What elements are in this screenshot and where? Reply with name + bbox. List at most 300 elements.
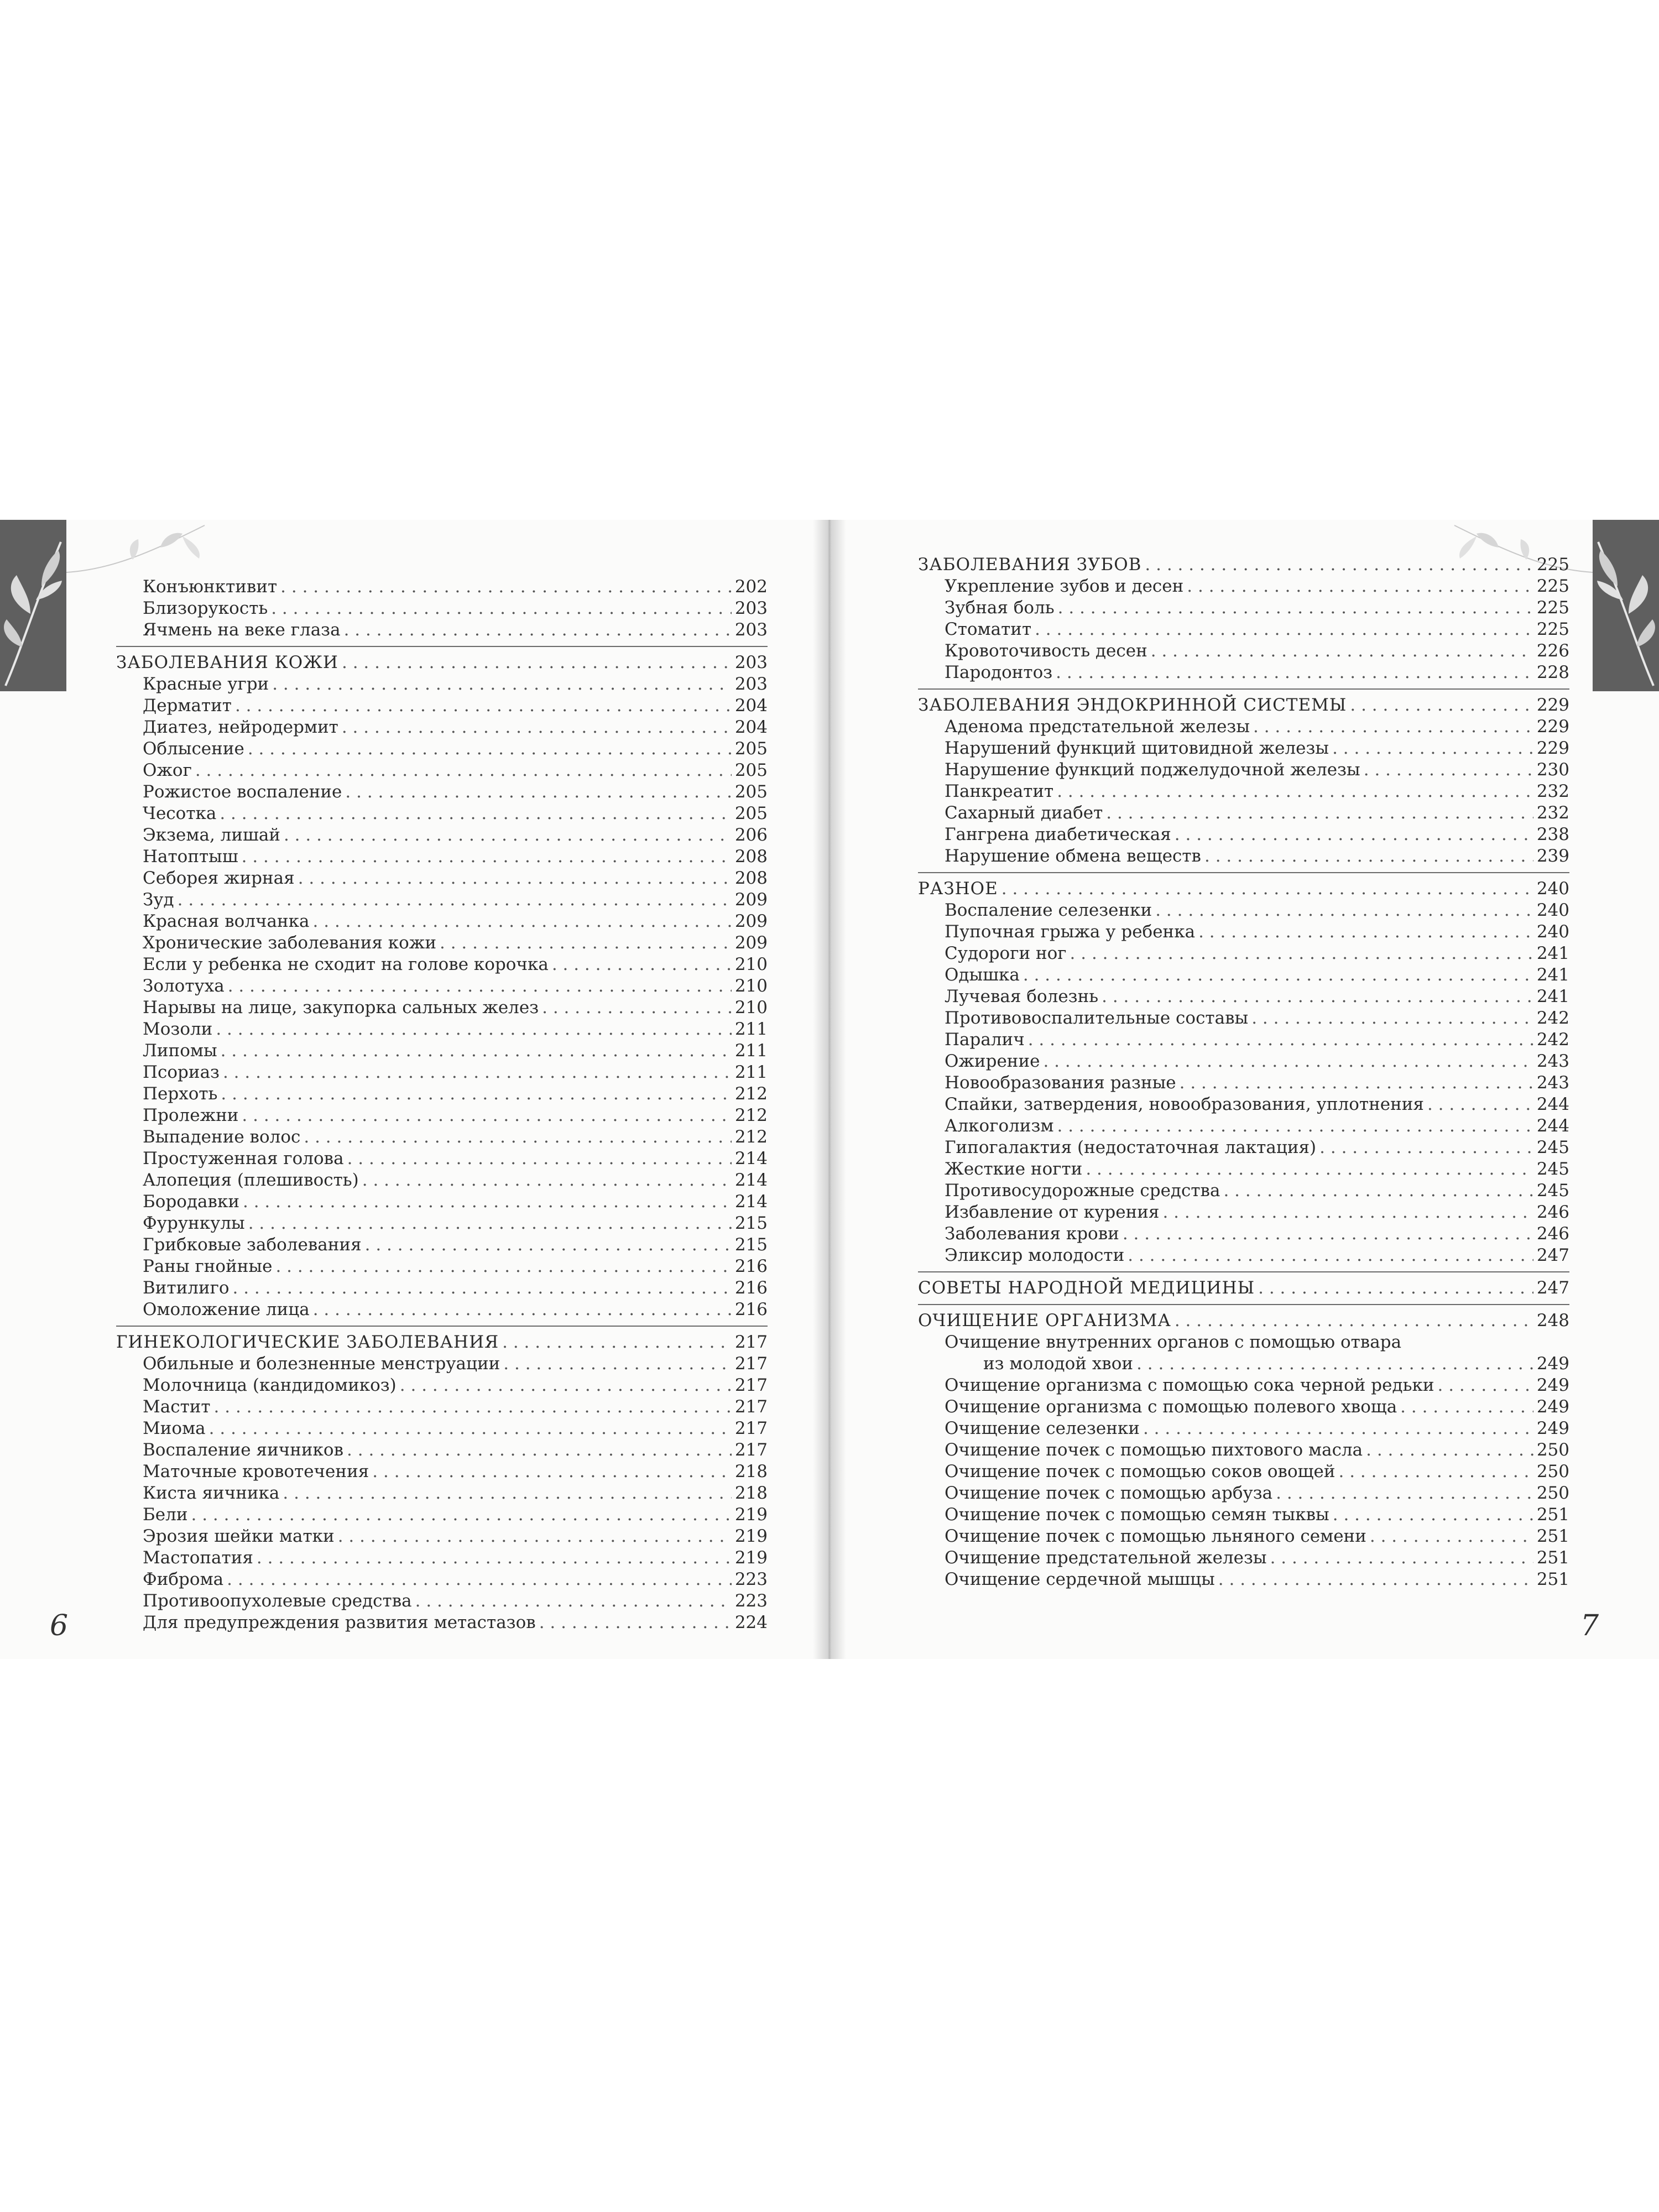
toc-entry-title: ЗАБОЛЕВАНИЯ ЗУБОВ (918, 555, 1142, 575)
toc-page-number: 225 (1536, 619, 1569, 639)
toc-entry-title: Воспаление яичников (143, 1440, 344, 1460)
dot-leader (1175, 1310, 1533, 1332)
toc-entry (918, 1547, 1569, 1569)
toc-page-number: 225 (1536, 576, 1569, 596)
toc-entry-title: Ожирение (945, 1051, 1040, 1071)
toc-entry (116, 781, 768, 803)
dot-leader (242, 846, 732, 868)
toc-entry (918, 1418, 1569, 1439)
toc-page-number: 212 (734, 1084, 768, 1104)
dot-leader (313, 1299, 732, 1321)
toc-page-number: 240 (1536, 879, 1569, 899)
toc-entry (116, 738, 768, 760)
toc-entry (116, 1396, 768, 1418)
toc-page-number: 208 (734, 847, 768, 867)
toc-page-number: 216 (734, 1300, 768, 1319)
toc-entry-title: Красная волчанка (143, 911, 310, 931)
toc-page-number: 210 (734, 998, 768, 1018)
dot-leader (1204, 846, 1533, 867)
toc-page-number: 226 (1536, 641, 1569, 661)
toc-page-number: 218 (734, 1483, 768, 1503)
toc-entry-title: Очищение предстательной железы (945, 1548, 1267, 1568)
toc-page-number: 249 (1536, 1397, 1569, 1417)
toc-page-number: 229 (1536, 695, 1569, 715)
toc-entry (918, 1439, 1569, 1461)
leaf-branch-icon (1593, 520, 1659, 691)
toc-entry (116, 1126, 768, 1148)
toc-entry (116, 975, 768, 997)
toc-entry-title: Красные угри (143, 674, 269, 694)
toc-entry (116, 1105, 768, 1126)
toc-page-number: 217 (734, 1375, 768, 1395)
dot-leader (216, 1019, 731, 1040)
toc-entry (918, 1115, 1569, 1137)
toc-entry (116, 1483, 768, 1504)
toc-entry (116, 1418, 768, 1439)
toc-entry-title: Противоопухолевые средства (143, 1591, 412, 1611)
toc-section-heading (918, 878, 1569, 900)
section-divider (918, 1304, 1569, 1305)
toc-page-number: 209 (734, 911, 768, 931)
toc-entry-title: Мастит (143, 1397, 211, 1417)
toc-entry-title: Хронические заболевания кожи (143, 933, 436, 953)
toc-section-heading (918, 1310, 1569, 1332)
dot-leader (1028, 1029, 1533, 1051)
dot-leader (1143, 1418, 1533, 1439)
dot-leader (271, 598, 732, 619)
dot-leader (283, 1483, 731, 1504)
dot-leader (372, 1461, 732, 1483)
toc-entry (918, 759, 1569, 781)
toc-entry-title: Очищение сердечной мышцы (945, 1569, 1215, 1589)
toc-page-number: 215 (734, 1235, 768, 1255)
toc-entry (918, 781, 1569, 802)
toc-section-heading (918, 554, 1569, 576)
toc-page-number: 205 (734, 739, 768, 759)
toc-entry-title: Натоптыш (143, 847, 238, 867)
toc-entry-title: Фурункулы (143, 1213, 245, 1233)
toc-entry (116, 1375, 768, 1396)
toc-entry (116, 1062, 768, 1083)
toc-entry (918, 1569, 1569, 1590)
toc-page-number: 216 (734, 1278, 768, 1298)
toc-entry (918, 738, 1569, 759)
toc-page-number: 248 (1536, 1311, 1569, 1331)
dot-leader (280, 576, 732, 598)
toc-page-number: 246 (1536, 1224, 1569, 1244)
dot-leader (1001, 878, 1533, 900)
toc-entry-title: Новообразования разные (945, 1073, 1176, 1093)
toc-entry (116, 1040, 768, 1062)
toc-page-number: 229 (1536, 717, 1569, 737)
toc-page-number: 244 (1536, 1116, 1569, 1136)
toc-page-number: 228 (1536, 662, 1569, 682)
toc-entry (116, 1353, 768, 1375)
dot-leader (1058, 597, 1533, 619)
toc-entry (116, 932, 768, 954)
toc-entry (918, 802, 1569, 824)
toc-entry-title: Очищение почек с помощью льняного семени (945, 1526, 1366, 1546)
dot-leader (233, 1277, 732, 1299)
toc-page-number: 229 (1536, 738, 1569, 758)
toc-entry-title: Эликсир молодости (945, 1245, 1125, 1265)
toc-entry (918, 1353, 1569, 1375)
toc-entry (918, 1461, 1569, 1483)
dot-leader (1400, 1396, 1533, 1418)
dot-leader (220, 803, 731, 825)
toc-entry (116, 997, 768, 1019)
dot-leader (1253, 716, 1533, 738)
toc-entry-title: Раны гнойные (143, 1256, 273, 1276)
toc-entry (116, 1547, 768, 1569)
dot-leader (235, 695, 732, 717)
toc-entry (918, 1029, 1569, 1051)
table-of-contents-right (918, 554, 1569, 1590)
dot-leader (415, 1590, 732, 1612)
dot-leader (1364, 759, 1533, 781)
toc-entry-title: Пародонтоз (945, 662, 1053, 682)
toc-page-number: 210 (734, 976, 768, 996)
dot-leader (275, 1256, 731, 1277)
toc-entry (116, 889, 768, 911)
section-divider (918, 872, 1569, 873)
toc-entry-title: Пупочная грыжа у ребенка (945, 922, 1196, 942)
toc-page-number: 245 (1536, 1138, 1569, 1157)
toc-entry (918, 1396, 1569, 1418)
toc-entry (918, 640, 1569, 662)
toc-entry-title: Фиброма (143, 1569, 224, 1589)
dot-leader (221, 1083, 731, 1105)
toc-entry-title: Гангрена диабетическая (945, 825, 1171, 844)
toc-entry (918, 1504, 1569, 1526)
toc-entry-title: Нарушений функций щитовидной железы (945, 738, 1329, 758)
dot-leader (248, 738, 732, 760)
book-spread (0, 520, 1659, 1659)
toc-page-number: 223 (734, 1591, 768, 1611)
toc-entry (918, 964, 1569, 986)
toc-page-number: 211 (734, 1019, 768, 1039)
toc-entry (918, 1159, 1569, 1180)
toc-entry-title: Молочница (кандидомикоз) (143, 1375, 397, 1395)
dot-leader (342, 717, 732, 738)
dot-leader (1187, 576, 1533, 597)
toc-entry-title: Сахарный диабет (945, 803, 1103, 823)
dot-leader (1057, 1115, 1533, 1137)
toc-page-number: 232 (1536, 781, 1569, 801)
toc-page-number: 251 (1536, 1569, 1569, 1589)
toc-entry-title: Укрепление зубов и десен (945, 576, 1184, 596)
toc-entry-title: Бели (143, 1505, 188, 1525)
toc-page-number: 250 (1536, 1440, 1569, 1460)
toc-entry-title: Экзема, лишай (143, 825, 280, 845)
toc-entry (116, 1590, 768, 1612)
toc-page-number: 241 (1536, 987, 1569, 1006)
toc-entry (918, 1051, 1569, 1072)
dot-leader (1251, 1008, 1533, 1029)
toc-page-number: 242 (1536, 1030, 1569, 1050)
toc-entry-title: СОВЕТЫ НАРОДНОЙ МЕДИЦИНЫ (918, 1278, 1255, 1298)
toc-entry-title: Близорукость (143, 598, 268, 618)
toc-entry-title: Спайки, затвердения, новообразования, уплотнения (945, 1094, 1424, 1114)
toc-entry (116, 674, 768, 695)
dot-leader (502, 1332, 732, 1353)
dot-leader (1102, 986, 1533, 1008)
section-divider (116, 646, 768, 647)
dot-leader (191, 1504, 731, 1526)
toc-entry-title: Очищение внутренних органов с помощью отвара (945, 1332, 1402, 1352)
toc-entry (918, 1180, 1569, 1202)
toc-entry (918, 1223, 1569, 1245)
dot-leader (1070, 943, 1533, 964)
toc-page-number: 218 (734, 1462, 768, 1481)
toc-entry-title: Противовоспалительные составы (945, 1008, 1249, 1028)
toc-entry (116, 1083, 768, 1105)
toc-page-number: 247 (1536, 1278, 1569, 1298)
toc-entry (116, 1234, 768, 1256)
toc-section-heading (116, 652, 768, 674)
dot-leader (1145, 554, 1533, 576)
toc-entry (918, 716, 1569, 738)
toc-entry (918, 1137, 1569, 1159)
toc-page-number: 215 (734, 1213, 768, 1233)
toc-page-number: 219 (734, 1526, 768, 1546)
dot-leader (542, 997, 732, 1019)
dot-leader (1155, 900, 1533, 921)
toc-entry-title: Себорея жирная (143, 868, 295, 888)
dot-leader (362, 1170, 732, 1191)
toc-entry-title: Дерматит (143, 696, 232, 716)
toc-entry-title: Чесотка (143, 804, 217, 823)
toc-page-number: 205 (734, 804, 768, 823)
toc-entry-title: Рожистое воспаление (143, 782, 342, 802)
dot-leader (539, 1612, 732, 1634)
toc-entry-title: ЗАБОЛЕВАНИЯ ЭНДОКРИННОЙ СИСТЕМЫ (918, 695, 1347, 715)
page-number: 6 (50, 1609, 69, 1642)
dot-leader (1043, 1051, 1533, 1072)
dot-leader (1437, 1375, 1533, 1396)
dot-leader (242, 1105, 731, 1126)
toc-entry-title: Зубная боль (945, 598, 1055, 618)
toc-entry (918, 1375, 1569, 1396)
toc-entry (918, 1008, 1569, 1029)
dot-leader (1151, 640, 1533, 662)
dot-leader (178, 889, 732, 911)
toc-entry-title: Пролежни (143, 1105, 239, 1125)
toc-entry-title: Зуд (143, 890, 174, 910)
dot-leader (1223, 1180, 1533, 1202)
dot-leader (342, 652, 732, 674)
toc-page-number: 251 (1536, 1505, 1569, 1525)
dot-leader (1180, 1072, 1533, 1094)
toc-page-number: 239 (1536, 846, 1569, 866)
toc-entry (116, 1526, 768, 1547)
dot-leader (298, 868, 732, 889)
toc-entry (116, 825, 768, 846)
toc-entry-title: Витилиго (143, 1278, 229, 1298)
toc-page-number: 247 (1536, 1245, 1569, 1265)
toc-entry-title: Очищение почек с помощью пихтового масла (945, 1440, 1363, 1460)
page-number: 7 (1580, 1609, 1599, 1642)
toc-entry-title: Диатез, нейродермит (143, 717, 338, 737)
toc-entry-title: Гипогалактия (недостаточная лактация) (945, 1138, 1317, 1157)
dot-leader (1332, 738, 1533, 759)
toc-entry-title: Миома (143, 1418, 206, 1438)
dot-leader (1035, 619, 1533, 640)
dot-leader (1198, 921, 1533, 943)
toc-entry-title: Очищение организма с помощью сока черной редьки (945, 1375, 1434, 1395)
toc-entry (918, 576, 1569, 597)
toc-page-number: 238 (1536, 825, 1569, 844)
toc-entry (116, 576, 768, 598)
dot-leader (345, 781, 731, 803)
toc-section-heading (918, 1277, 1569, 1299)
toc-page-number: 223 (734, 1569, 768, 1589)
toc-page-number: 214 (734, 1192, 768, 1212)
toc-entry-title: Кровоточивость десен (945, 641, 1147, 661)
dot-leader (214, 1396, 732, 1418)
toc-page-number: 209 (734, 933, 768, 953)
toc-page-number: 240 (1536, 900, 1569, 920)
dot-leader (1218, 1569, 1533, 1590)
dot-leader (1339, 1461, 1533, 1483)
toc-page-number: 203 (734, 598, 768, 618)
toc-page-number: 217 (734, 1418, 768, 1438)
toc-entry-title: Панкреатит (945, 781, 1054, 801)
dot-leader (243, 1191, 732, 1213)
toc-page-number: 217 (734, 1354, 768, 1374)
toc-entry-title: Золотуха (143, 976, 225, 996)
toc-page-number: 245 (1536, 1159, 1569, 1179)
toc-entry-title: Псориаз (143, 1062, 220, 1082)
toc-page-number: 212 (734, 1105, 768, 1125)
toc-page-number: 250 (1536, 1462, 1569, 1481)
toc-entry (918, 1526, 1569, 1547)
toc-entry-title: Противосудорожные средства (945, 1181, 1220, 1201)
section-divider (116, 1326, 768, 1327)
dot-leader (344, 619, 732, 641)
dot-leader (1270, 1547, 1533, 1569)
dot-leader (313, 911, 732, 932)
toc-page-number: 217 (734, 1397, 768, 1417)
toc-page-number: 240 (1536, 922, 1569, 942)
toc-entry-title: Мозоли (143, 1019, 213, 1039)
dot-leader (552, 954, 732, 975)
toc-page-number: 245 (1536, 1181, 1569, 1201)
dot-leader (284, 825, 732, 846)
toc-page-number: 203 (734, 653, 768, 672)
right-page (830, 520, 1659, 1659)
toc-entry (116, 1504, 768, 1526)
toc-entry-title: Нарушение обмена веществ (945, 846, 1202, 866)
dot-leader (1136, 1353, 1533, 1375)
toc-entry-title: Очищение почек с помощью арбуза (945, 1483, 1273, 1503)
toc-entry-title: Воспаление селезенки (945, 900, 1152, 920)
toc-page-number: 214 (734, 1149, 768, 1168)
dot-leader (1086, 1159, 1533, 1180)
dot-leader (1106, 802, 1533, 824)
toc-page-number: 241 (1536, 965, 1569, 985)
toc-page-number: 250 (1536, 1483, 1569, 1503)
toc-entry-title: из молодой хвои (983, 1354, 1134, 1374)
dot-leader (248, 1213, 732, 1234)
dot-leader (1056, 662, 1533, 684)
toc-entry-title: Очищение почек с помощью семян тыквы (945, 1505, 1329, 1525)
toc-page-number: 216 (734, 1256, 768, 1276)
toc-page-number: 203 (734, 620, 768, 640)
toc-entry-title: Омоложение лица (143, 1300, 310, 1319)
toc-page-number: 232 (1536, 803, 1569, 823)
dot-leader (1057, 781, 1533, 802)
toc-entry (918, 986, 1569, 1008)
toc-section-heading (116, 1332, 768, 1353)
toc-entry-title: Для предупреждения развития метастазов (143, 1613, 536, 1632)
toc-entry-title: ЗАБОЛЕВАНИЯ КОЖИ (116, 653, 338, 672)
toc-entry (116, 1569, 768, 1590)
section-divider (918, 1271, 1569, 1272)
toc-page-number: 217 (734, 1440, 768, 1460)
dot-leader (1123, 1223, 1533, 1245)
toc-entry (918, 1094, 1569, 1115)
toc-page-number: 211 (734, 1062, 768, 1082)
toc-page-number: 243 (1536, 1051, 1569, 1071)
toc-entry-title: Жесткие ногти (945, 1159, 1083, 1179)
toc-page-number: 208 (734, 868, 768, 888)
dot-leader (228, 975, 732, 997)
toc-entry-title: Киста яичника (143, 1483, 280, 1503)
toc-entry (918, 662, 1569, 684)
toc-page-number: 225 (1536, 555, 1569, 575)
toc-entry-title: Заболевания крови (945, 1224, 1119, 1244)
toc-entry-title: Обильные и болезненные менструации (143, 1354, 500, 1374)
dot-leader (440, 932, 732, 954)
toc-page-number: 225 (1536, 598, 1569, 618)
toc-entry-title: Ожог (143, 760, 192, 780)
toc-entry (116, 1256, 768, 1277)
toc-page-number: 217 (734, 1332, 768, 1352)
toc-page-number: 204 (734, 696, 768, 716)
dot-leader (1175, 824, 1533, 846)
toc-entry (918, 846, 1569, 867)
dot-leader (347, 1148, 732, 1170)
toc-entry (116, 1299, 768, 1321)
dot-leader (1023, 964, 1533, 986)
toc-entry (116, 954, 768, 975)
dot-leader (227, 1569, 732, 1590)
section-divider (918, 688, 1569, 690)
toc-entry-title: Ячмень на веке глаза (143, 620, 341, 640)
toc-page-number: 251 (1536, 1548, 1569, 1568)
dot-leader (209, 1418, 732, 1439)
dot-leader (272, 674, 732, 695)
toc-entry-title: Лучевая болезнь (945, 987, 1099, 1006)
toc-entry (116, 868, 768, 889)
toc-entry-title: Избавление от курения (945, 1202, 1160, 1222)
toc-page-number: 249 (1536, 1418, 1569, 1438)
dot-leader (1366, 1439, 1533, 1461)
toc-entry-title: Выпадение волос (143, 1127, 301, 1147)
toc-entry (116, 846, 768, 868)
toc-entry-title: Если у ребенка не сходит на голове корочка (143, 954, 549, 974)
toc-entry-title: Алопеция (плешивость) (143, 1170, 359, 1190)
toc-entry-title: Бородавки (143, 1192, 240, 1212)
toc-entry (116, 619, 768, 641)
toc-page-number: 205 (734, 782, 768, 802)
dot-leader (195, 760, 732, 781)
dot-leader (257, 1547, 732, 1569)
toc-entry (116, 695, 768, 717)
toc-entry-title: Одышка (945, 965, 1020, 985)
toc-entry-title: Эрозия шейки матки (143, 1526, 335, 1546)
